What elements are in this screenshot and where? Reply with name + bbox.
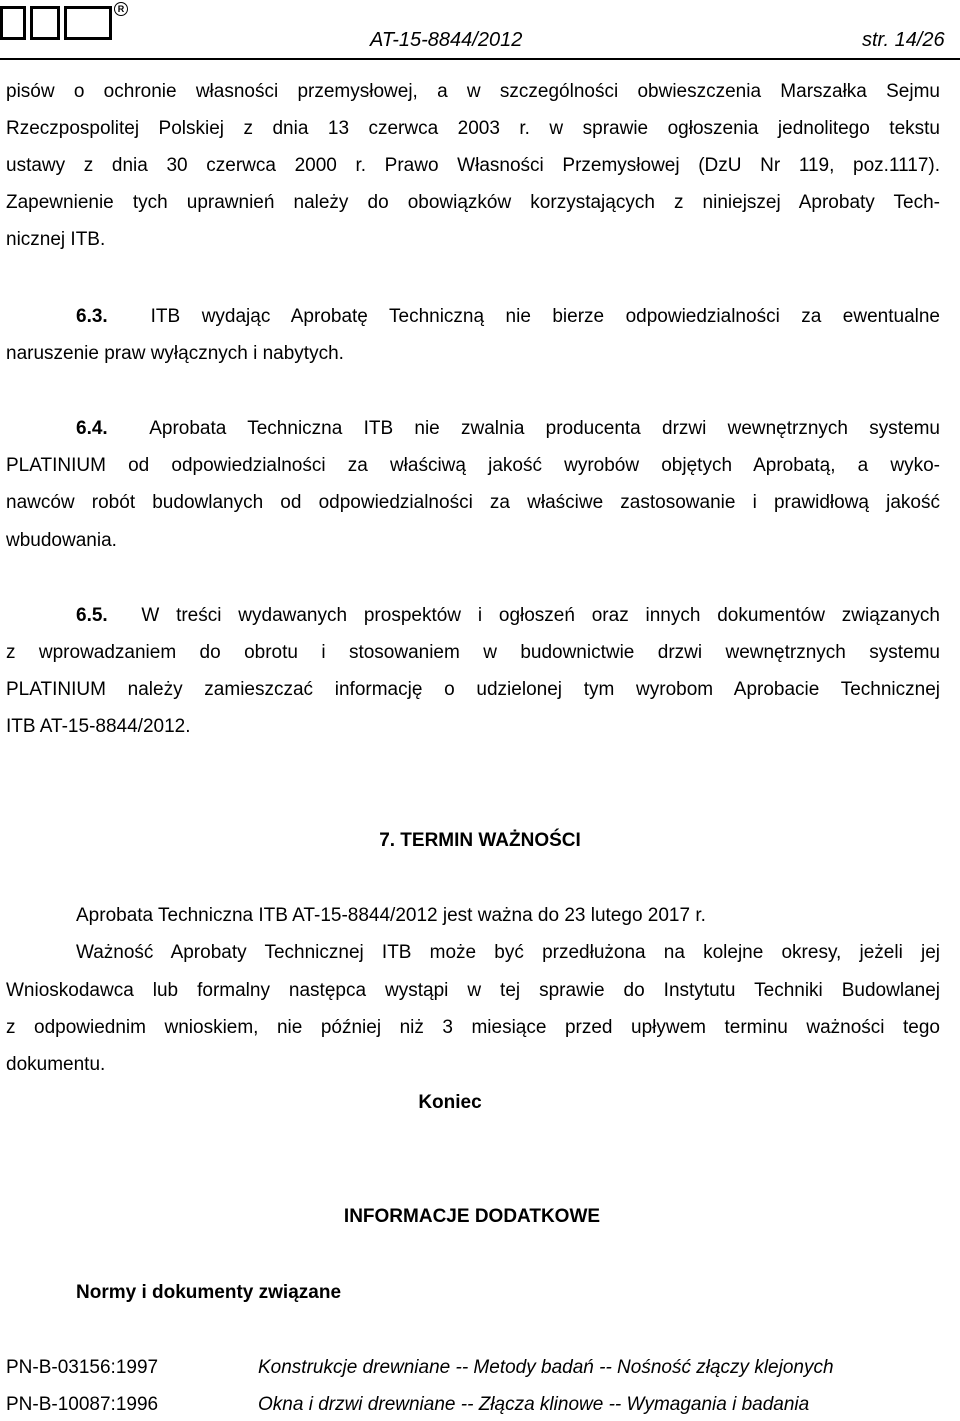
text-line: 6.5. W treści wydawanych prospektów i ogłoszeń oraz innych dokumentów związanych xyxy=(76,605,940,626)
norm-code: PN-B-10087:1996 xyxy=(6,1394,159,1415)
text-line: dokumentu. xyxy=(6,1054,106,1075)
registered-mark-icon: R xyxy=(114,2,128,16)
text-line: nicznej ITB. xyxy=(6,229,106,250)
norm-code: PN-B-03156:1997 xyxy=(6,1357,159,1378)
text-line: Zapewnienie tych uprawnień należy do obowiązków korzystających z niniejszej Aprobaty Tech- xyxy=(6,192,940,213)
header-rule xyxy=(0,58,960,60)
text-line: 6.4. Aprobata Techniczna ITB nie zwalnia producenta drzwi wewnętrznych systemu xyxy=(76,418,940,439)
itb-logo xyxy=(0,0,130,48)
text-line: Wnioskodawca lub formalny następca wystąpi w tej sprawie do Instytutu Techniki Budowlanej xyxy=(6,980,940,1001)
logo-letter-t xyxy=(30,6,60,40)
end-label: Koniec xyxy=(418,1092,482,1113)
header-doc-number: AT-15-8844/2012 xyxy=(370,29,523,51)
text-line: naruszenie praw wyłącznych i nabytych. xyxy=(6,343,344,364)
text-line: PLATINIUM od odpowiedzialności za właściwą jakość wyrobów objętych Aprobatą, a wyko- xyxy=(6,455,940,476)
norm-title: Konstrukcje drewniane -- Metody badań -- Nośność złączy klejonych xyxy=(258,1357,834,1378)
paragraph-number: 6.3. xyxy=(76,306,108,327)
paragraph-number: 6.5. xyxy=(76,605,108,626)
info-heading: INFORMACJE DODATKOWE xyxy=(343,1206,601,1227)
norm-title: Okna i drzwi drewniane -- Złącza klinowe -- Wymagania i badania xyxy=(258,1394,810,1415)
text-line: ITB AT-15-8844/2012. xyxy=(6,716,191,737)
validity-statement: Aprobata Techniczna ITB AT-15-8844/2012 jest ważna do 23 lutego 2017 r. xyxy=(76,905,706,926)
text-line: Ważność Aprobaty Technicznej ITB może być przedłużona na kolejne okresy, jeżeli jej xyxy=(76,942,940,963)
paragraph-number: 6.4. xyxy=(76,418,108,439)
header-page-number: str. 14/26 xyxy=(862,29,945,51)
text-line: z odpowiednim wnioskiem, nie później niż 3 miesiące przed upływem terminu ważności tego xyxy=(6,1017,940,1038)
logo-letter-i xyxy=(0,6,26,40)
text-line: pisów o ochronie własności przemysłowej, a w szczególności obwieszczenia Marszałka Sejmu xyxy=(6,81,940,102)
norms-subheading: Normy i dokumenty związane xyxy=(76,1282,342,1303)
section-7-heading: 7. TERMIN WAŻNOŚCI xyxy=(379,830,581,851)
text-line: nawców robót budowlanych od odpowiedzialności za właściwe zastosowanie i prawidłową jakość xyxy=(6,492,940,513)
text-line: z wprowadzaniem do obrotu i stosowaniem w budownictwie drzwi wewnętrznych systemu xyxy=(6,642,940,663)
text-line: Rzeczpospolitej Polskiej z dnia 13 czerwca 2003 r. w sprawie ogłoszenia jednolitego tekstu xyxy=(6,118,940,139)
logo-letter-b xyxy=(64,6,112,40)
text-line: PLATINIUM należy zamieszczać informację o udzielonej tym wyrobom Aprobacie Technicznej xyxy=(6,679,940,700)
text-line: ustawy z dnia 30 czerwca 2000 r. Prawo Własności Przemysłowej (DzU Nr 119, poz.1117). xyxy=(6,155,940,176)
text-line: wbudowania. xyxy=(6,530,117,551)
text-line: 6.3. ITB wydając Aprobatę Techniczną nie bierze odpowiedzialności za ewentualne xyxy=(76,306,940,327)
